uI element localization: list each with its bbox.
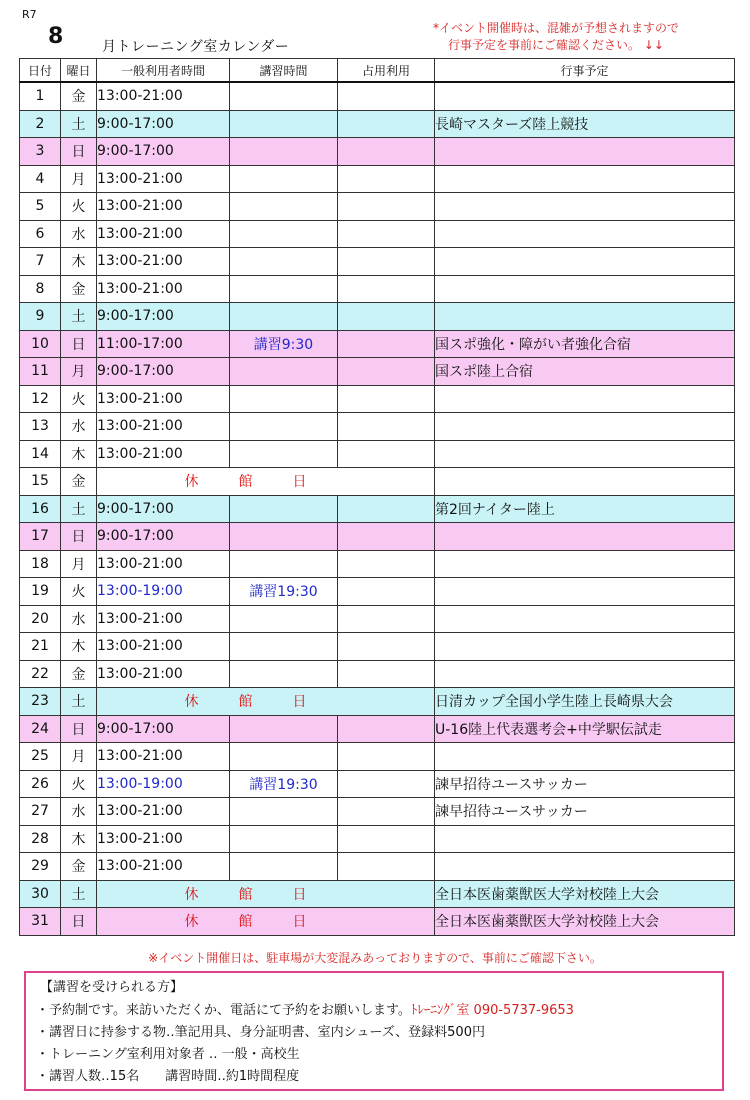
lecture-time-cell	[230, 413, 338, 441]
general-hours-cell: 13:00-21:00	[97, 193, 230, 221]
general-hours-cell: 13:00-21:00	[97, 825, 230, 853]
col-header-exclusive-use: 占用利用	[338, 59, 435, 83]
event-cell	[435, 248, 735, 276]
event-cell	[435, 440, 735, 468]
date-cell: 19	[20, 578, 61, 606]
date-cell: 18	[20, 550, 61, 578]
exclusive-use-cell	[338, 495, 435, 523]
date-cell: 21	[20, 633, 61, 661]
exclusive-use-cell	[338, 165, 435, 193]
event-cell	[435, 220, 735, 248]
calendar-row	[20, 220, 735, 248]
date-cell: 15	[20, 468, 61, 496]
general-hours-cell: 13:00-21:00	[97, 798, 230, 826]
exclusive-use-cell	[338, 303, 435, 331]
date-cell: 12	[20, 385, 61, 413]
calendar-row	[20, 468, 735, 496]
exclusive-use-cell	[338, 605, 435, 633]
calendar-row	[20, 688, 735, 716]
lecture-time-cell	[230, 523, 338, 551]
date-cell: 22	[20, 660, 61, 688]
event-cell: 日清カップ全国小学生陸上長崎県大会	[435, 688, 735, 716]
weekday-cell: 土	[61, 303, 97, 331]
calendar-row	[20, 578, 735, 606]
lecture-time-cell	[230, 825, 338, 853]
weekday-cell: 日	[61, 330, 97, 358]
general-hours-cell: 13:00-21:00	[97, 248, 230, 276]
lecture-time-cell	[230, 550, 338, 578]
general-hours-cell: 13:00-21:00	[97, 853, 230, 881]
era-label: R7	[22, 8, 37, 21]
event-cell: 長崎マスターズ陸上競技	[435, 110, 735, 138]
lecture-time-cell: 講習9:30	[230, 330, 338, 358]
col-header-weekday: 曜日	[61, 59, 97, 83]
calendar-row	[20, 715, 735, 743]
date-cell: 25	[20, 743, 61, 771]
weekday-cell: 木	[61, 440, 97, 468]
weekday-cell: 水	[61, 605, 97, 633]
general-hours-cell: 13:00-21:00	[97, 220, 230, 248]
calendar-row	[20, 660, 735, 688]
event-cell	[435, 633, 735, 661]
lecture-time-cell	[230, 440, 338, 468]
weekday-cell: 月	[61, 743, 97, 771]
exclusive-use-cell	[338, 550, 435, 578]
general-hours-cell: 13:00-21:00	[97, 385, 230, 413]
event-cell	[435, 413, 735, 441]
weekday-cell: 日	[61, 523, 97, 551]
page-title: 月トレーニング室カレンダー	[102, 39, 290, 55]
reservation-text: ・予約制です。来訪いただくか、電話にて予約をお願いします。	[36, 1003, 411, 1018]
calendar-row	[20, 413, 735, 441]
lecture-info-heading: 【講習を受けられる方】	[40, 980, 184, 995]
lecture-time-cell	[230, 248, 338, 276]
calendar-body	[20, 82, 735, 935]
calendar-row	[20, 440, 735, 468]
weekday-cell: 木	[61, 633, 97, 661]
lecture-time-cell	[230, 633, 338, 661]
calendar-row	[20, 330, 735, 358]
event-cell	[435, 523, 735, 551]
event-cell	[435, 578, 735, 606]
weekday-cell: 火	[61, 770, 97, 798]
date-cell: 1	[20, 82, 61, 110]
weekday-cell: 土	[61, 110, 97, 138]
weekday-cell: 土	[61, 495, 97, 523]
lecture-info-items: ・講習日に持参する物‥筆記用具、身分証明書、室内シューズ、登録料500円	[36, 1025, 485, 1040]
month-number: 8	[48, 24, 64, 49]
calendar-row	[20, 110, 735, 138]
event-cell	[435, 275, 735, 303]
exclusive-use-cell	[338, 358, 435, 386]
event-cell	[435, 468, 735, 496]
col-header-events: 行事予定	[435, 59, 735, 83]
date-cell: 13	[20, 413, 61, 441]
calendar-row	[20, 743, 735, 771]
event-cell	[435, 550, 735, 578]
date-cell: 10	[20, 330, 61, 358]
date-cell: 16	[20, 495, 61, 523]
event-cell: 国スポ陸上合宿	[435, 358, 735, 386]
event-cell: U-16陸上代表選考会+中学駅伝試走	[435, 715, 735, 743]
exclusive-use-cell	[338, 138, 435, 166]
weekday-cell: 水	[61, 220, 97, 248]
date-cell: 8	[20, 275, 61, 303]
calendar-row	[20, 385, 735, 413]
weekday-cell: 火	[61, 193, 97, 221]
lecture-time-cell	[230, 82, 338, 110]
general-hours-cell: 9:00-17:00	[97, 495, 230, 523]
calendar-row	[20, 165, 735, 193]
event-cell	[435, 385, 735, 413]
event-notice-line1: *イベント開催時は、混雑が予想されますので	[432, 21, 679, 35]
lecture-time-cell	[230, 660, 338, 688]
lecture-info-eligibility: ・トレーニング室利用対象者 ‥ 一般・高校生	[36, 1047, 300, 1062]
exclusive-use-cell	[338, 193, 435, 221]
closed-cell: 休館日	[97, 468, 435, 496]
phone-number: ﾄﾚｰﾆﾝｸﾞ室 090-5737-9653	[410, 1003, 574, 1018]
event-cell: 国スポ強化・障がい者強化合宿	[435, 330, 735, 358]
lecture-time-cell	[230, 715, 338, 743]
lecture-info-capacity: ・講習人数‥15名 講習時間‥約1時間程度	[36, 1069, 300, 1084]
lecture-time-cell	[230, 165, 338, 193]
calendar-row	[20, 770, 735, 798]
general-hours-cell: 13:00-19:00	[97, 770, 230, 798]
lecture-time-cell: 講習19:30	[230, 770, 338, 798]
lecture-info-box	[24, 971, 724, 1091]
exclusive-use-cell	[338, 110, 435, 138]
weekday-cell: 火	[61, 578, 97, 606]
weekday-cell: 火	[61, 385, 97, 413]
exclusive-use-cell	[338, 248, 435, 276]
general-hours-cell: 13:00-21:00	[97, 82, 230, 110]
exclusive-use-cell	[338, 220, 435, 248]
exclusive-use-cell	[338, 82, 435, 110]
lecture-time-cell	[230, 358, 338, 386]
general-hours-cell: 9:00-17:00	[97, 110, 230, 138]
calendar-table	[19, 58, 735, 936]
weekday-cell: 月	[61, 550, 97, 578]
closed-cell: 休館日	[97, 908, 435, 936]
general-hours-cell: 9:00-17:00	[97, 523, 230, 551]
general-hours-cell: 13:00-21:00	[97, 413, 230, 441]
general-hours-cell: 13:00-21:00	[97, 165, 230, 193]
calendar-row	[20, 138, 735, 166]
lecture-time-cell	[230, 743, 338, 771]
weekday-cell: 木	[61, 248, 97, 276]
lecture-time-cell	[230, 303, 338, 331]
weekday-cell: 金	[61, 660, 97, 688]
calendar-row	[20, 248, 735, 276]
calendar-row	[20, 880, 735, 908]
lecture-time-cell: 講習19:30	[230, 578, 338, 606]
weekday-cell: 金	[61, 468, 97, 496]
weekday-cell: 水	[61, 413, 97, 441]
lecture-time-cell	[230, 110, 338, 138]
lecture-time-cell	[230, 495, 338, 523]
lecture-time-cell	[230, 385, 338, 413]
exclusive-use-cell	[338, 715, 435, 743]
date-cell: 20	[20, 605, 61, 633]
exclusive-use-cell	[338, 770, 435, 798]
event-notice	[396, 20, 716, 54]
calendar-row	[20, 853, 735, 881]
closed-cell: 休館日	[97, 688, 435, 716]
exclusive-use-cell	[338, 413, 435, 441]
event-cell	[435, 165, 735, 193]
date-cell: 5	[20, 193, 61, 221]
event-cell: 全日本医歯薬獣医大学対校陸上大会	[435, 908, 735, 936]
event-cell: 第2回ナイター陸上	[435, 495, 735, 523]
general-hours-cell: 9:00-17:00	[97, 715, 230, 743]
parking-footnote: ※イベント開催日は、駐車場が大変混みあっておりますので、事前にご確認下さい。	[148, 951, 602, 965]
general-hours-cell: 13:00-21:00	[97, 605, 230, 633]
general-hours-cell: 9:00-17:00	[97, 303, 230, 331]
date-cell: 26	[20, 770, 61, 798]
weekday-cell: 日	[61, 715, 97, 743]
exclusive-use-cell	[338, 743, 435, 771]
event-cell: 全日本医歯薬獣医大学対校陸上大会	[435, 880, 735, 908]
date-cell: 11	[20, 358, 61, 386]
exclusive-use-cell	[338, 440, 435, 468]
date-cell: 23	[20, 688, 61, 716]
calendar-row	[20, 358, 735, 386]
calendar-row	[20, 495, 735, 523]
calendar-row	[20, 825, 735, 853]
weekday-cell: 金	[61, 853, 97, 881]
date-cell: 2	[20, 110, 61, 138]
weekday-cell: 土	[61, 688, 97, 716]
exclusive-use-cell	[338, 275, 435, 303]
exclusive-use-cell	[338, 385, 435, 413]
date-cell: 14	[20, 440, 61, 468]
event-cell	[435, 82, 735, 110]
general-hours-cell: 9:00-17:00	[97, 358, 230, 386]
general-hours-cell: 13:00-21:00	[97, 275, 230, 303]
calendar-row	[20, 193, 735, 221]
event-cell: 諫早招待ユースサッカー	[435, 798, 735, 826]
date-cell: 30	[20, 880, 61, 908]
weekday-cell: 日	[61, 908, 97, 936]
date-cell: 17	[20, 523, 61, 551]
general-hours-cell: 13:00-21:00	[97, 440, 230, 468]
exclusive-use-cell	[338, 330, 435, 358]
exclusive-use-cell	[338, 660, 435, 688]
date-cell: 28	[20, 825, 61, 853]
calendar-row	[20, 303, 735, 331]
closed-cell: 休館日	[97, 880, 435, 908]
calendar-row	[20, 275, 735, 303]
lecture-time-cell	[230, 605, 338, 633]
col-header-date: 日付	[20, 59, 61, 83]
weekday-cell: 月	[61, 165, 97, 193]
event-cell	[435, 853, 735, 881]
weekday-cell: 月	[61, 358, 97, 386]
general-hours-cell: 13:00-21:00	[97, 550, 230, 578]
event-cell	[435, 825, 735, 853]
calendar-row	[20, 605, 735, 633]
event-cell	[435, 743, 735, 771]
date-cell: 7	[20, 248, 61, 276]
calendar-row	[20, 633, 735, 661]
calendar-row	[20, 82, 735, 110]
calendar-row	[20, 523, 735, 551]
calendar-row	[20, 908, 735, 936]
event-notice-line2: 行事予定を事前にご確認ください。 ↓↓	[448, 38, 664, 52]
date-cell: 27	[20, 798, 61, 826]
lecture-time-cell	[230, 138, 338, 166]
general-hours-cell: 13:00-19:00	[97, 578, 230, 606]
lecture-time-cell	[230, 798, 338, 826]
exclusive-use-cell	[338, 578, 435, 606]
event-cell	[435, 303, 735, 331]
exclusive-use-cell	[338, 825, 435, 853]
weekday-cell: 水	[61, 798, 97, 826]
date-cell: 24	[20, 715, 61, 743]
exclusive-use-cell	[338, 633, 435, 661]
event-cell	[435, 138, 735, 166]
lecture-info-reservation	[36, 1000, 712, 1022]
date-cell: 4	[20, 165, 61, 193]
lecture-time-cell	[230, 220, 338, 248]
general-hours-cell: 13:00-21:00	[97, 633, 230, 661]
date-cell: 6	[20, 220, 61, 248]
exclusive-use-cell	[338, 853, 435, 881]
weekday-cell: 金	[61, 82, 97, 110]
event-cell: 諫早招待ユースサッカー	[435, 770, 735, 798]
lecture-time-cell	[230, 853, 338, 881]
event-cell	[435, 605, 735, 633]
date-cell: 9	[20, 303, 61, 331]
header-row	[20, 59, 735, 83]
calendar-row	[20, 550, 735, 578]
lecture-time-cell	[230, 275, 338, 303]
general-hours-cell: 9:00-17:00	[97, 138, 230, 166]
exclusive-use-cell	[338, 523, 435, 551]
general-hours-cell: 11:00-17:00	[97, 330, 230, 358]
col-header-general-hours: 一般利用者時間	[97, 59, 230, 83]
general-hours-cell: 13:00-21:00	[97, 743, 230, 771]
exclusive-use-cell	[338, 798, 435, 826]
event-cell	[435, 193, 735, 221]
date-cell: 29	[20, 853, 61, 881]
weekday-cell: 金	[61, 275, 97, 303]
event-cell	[435, 660, 735, 688]
date-cell: 3	[20, 138, 61, 166]
general-hours-cell: 13:00-21:00	[97, 660, 230, 688]
weekday-cell: 木	[61, 825, 97, 853]
lecture-time-cell	[230, 193, 338, 221]
col-header-lecture-time: 講習時間	[230, 59, 338, 83]
weekday-cell: 土	[61, 880, 97, 908]
weekday-cell: 日	[61, 138, 97, 166]
date-cell: 31	[20, 908, 61, 936]
calendar-row	[20, 798, 735, 826]
